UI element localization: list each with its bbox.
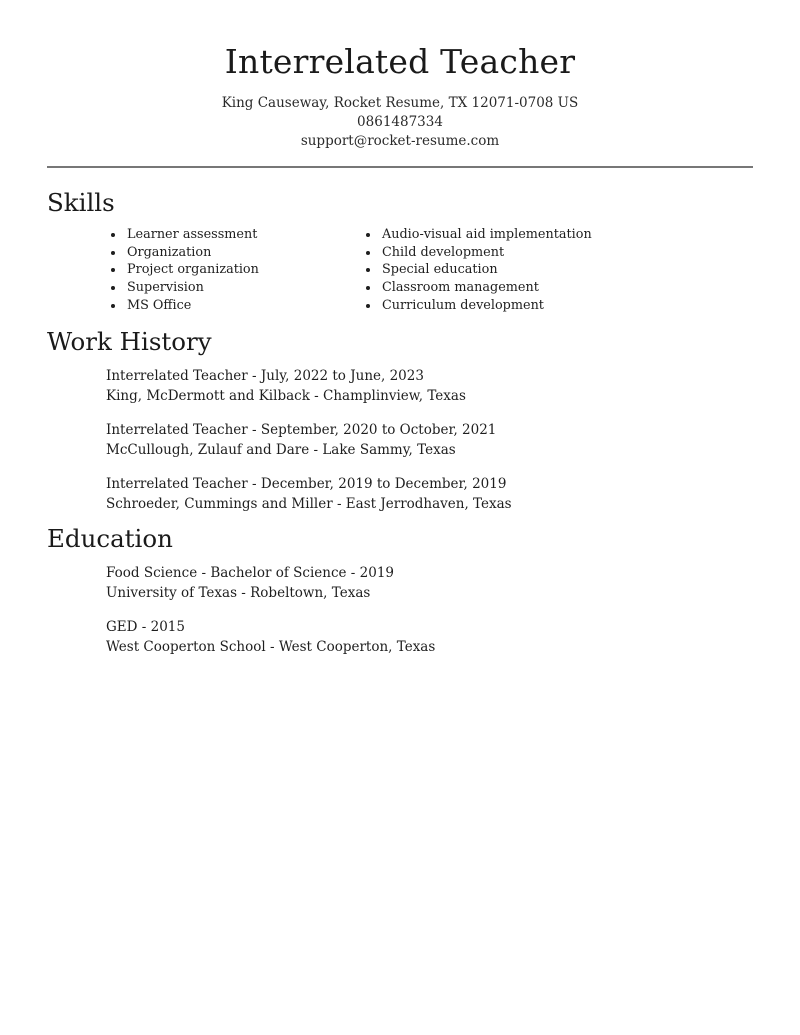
skills-heading: Skills (47, 188, 115, 217)
education-entry (106, 563, 435, 603)
address: King Causeway, Rocket Resume, TX 12071-0708 US (221, 95, 579, 111)
skill-label: Curriculum development (382, 297, 544, 313)
bullet-icon (111, 268, 115, 272)
skills-list (47, 226, 753, 315)
skill-label: Child development (382, 244, 505, 260)
employer-location: King, McDermott and Kilback - Champlinview, Texas (106, 388, 466, 404)
bullet-icon (111, 233, 115, 237)
skills-column-left (47, 226, 366, 315)
skill-item (111, 261, 366, 279)
employer-location: McCullough, Zulauf and Dare - Lake Sammy, Texas (106, 442, 456, 458)
bullet-icon (366, 233, 370, 237)
bullet-icon (111, 286, 115, 290)
education-heading: Education (47, 524, 173, 553)
work-entry (106, 366, 512, 406)
skill-label: Audio-visual aid implementation (382, 227, 592, 242)
resume-header (47, 0, 753, 151)
job-title-dates: Interrelated Teacher - December, 2019 to December, 2019 (106, 476, 507, 492)
education-list (106, 563, 435, 671)
contact-info (47, 94, 753, 151)
skills-column-right (366, 226, 685, 315)
employer-location: Schroeder, Cummings and Miller - East Jerrodhaven, Texas (106, 496, 512, 512)
work-history-heading: Work History (47, 327, 212, 356)
skill-label: Organization (127, 244, 212, 260)
candidate-name: Interrelated Teacher (224, 42, 576, 81)
skill-item (366, 261, 685, 279)
skill-item (366, 297, 685, 315)
bullet-icon (366, 286, 370, 290)
email-address: support@rocket-resume.com (300, 133, 500, 149)
work-entry (106, 474, 512, 514)
bullet-icon (111, 251, 115, 255)
job-title-dates: Interrelated Teacher - July, 2022 to June, 2023 (106, 368, 424, 384)
degree-year: GED - 2015 (106, 619, 185, 635)
skill-item (366, 279, 685, 297)
skill-item (111, 226, 366, 244)
resume-page (47, 0, 753, 655)
skill-label: Classroom management (382, 280, 539, 296)
skill-item (366, 244, 685, 262)
school-location: West Cooperton School - West Cooperton, Texas (106, 639, 436, 655)
skill-label: Special education (382, 262, 498, 278)
skill-item (111, 244, 366, 262)
skill-label: MS Office (127, 297, 192, 313)
job-title-dates: Interrelated Teacher - September, 2020 to October, 2021 (106, 422, 497, 438)
work-history-list (106, 366, 512, 528)
phone-number: 0861487334 (357, 114, 443, 130)
bullet-icon (111, 304, 115, 308)
skill-label: Supervision (127, 280, 204, 296)
education-entry (106, 617, 435, 657)
bullet-icon (366, 304, 370, 308)
header-divider (47, 166, 753, 168)
degree-year: Food Science - Bachelor of Science - 2019 (106, 565, 395, 581)
skill-label: Learner assessment (127, 227, 258, 242)
work-entry (106, 420, 512, 460)
skill-item (111, 297, 366, 315)
bullet-icon (366, 268, 370, 272)
school-location: University of Texas - Robeltown, Texas (106, 585, 371, 601)
skill-item (366, 226, 685, 244)
skill-label: Project organization (127, 262, 259, 278)
skill-item (111, 279, 366, 297)
bullet-icon (366, 251, 370, 255)
